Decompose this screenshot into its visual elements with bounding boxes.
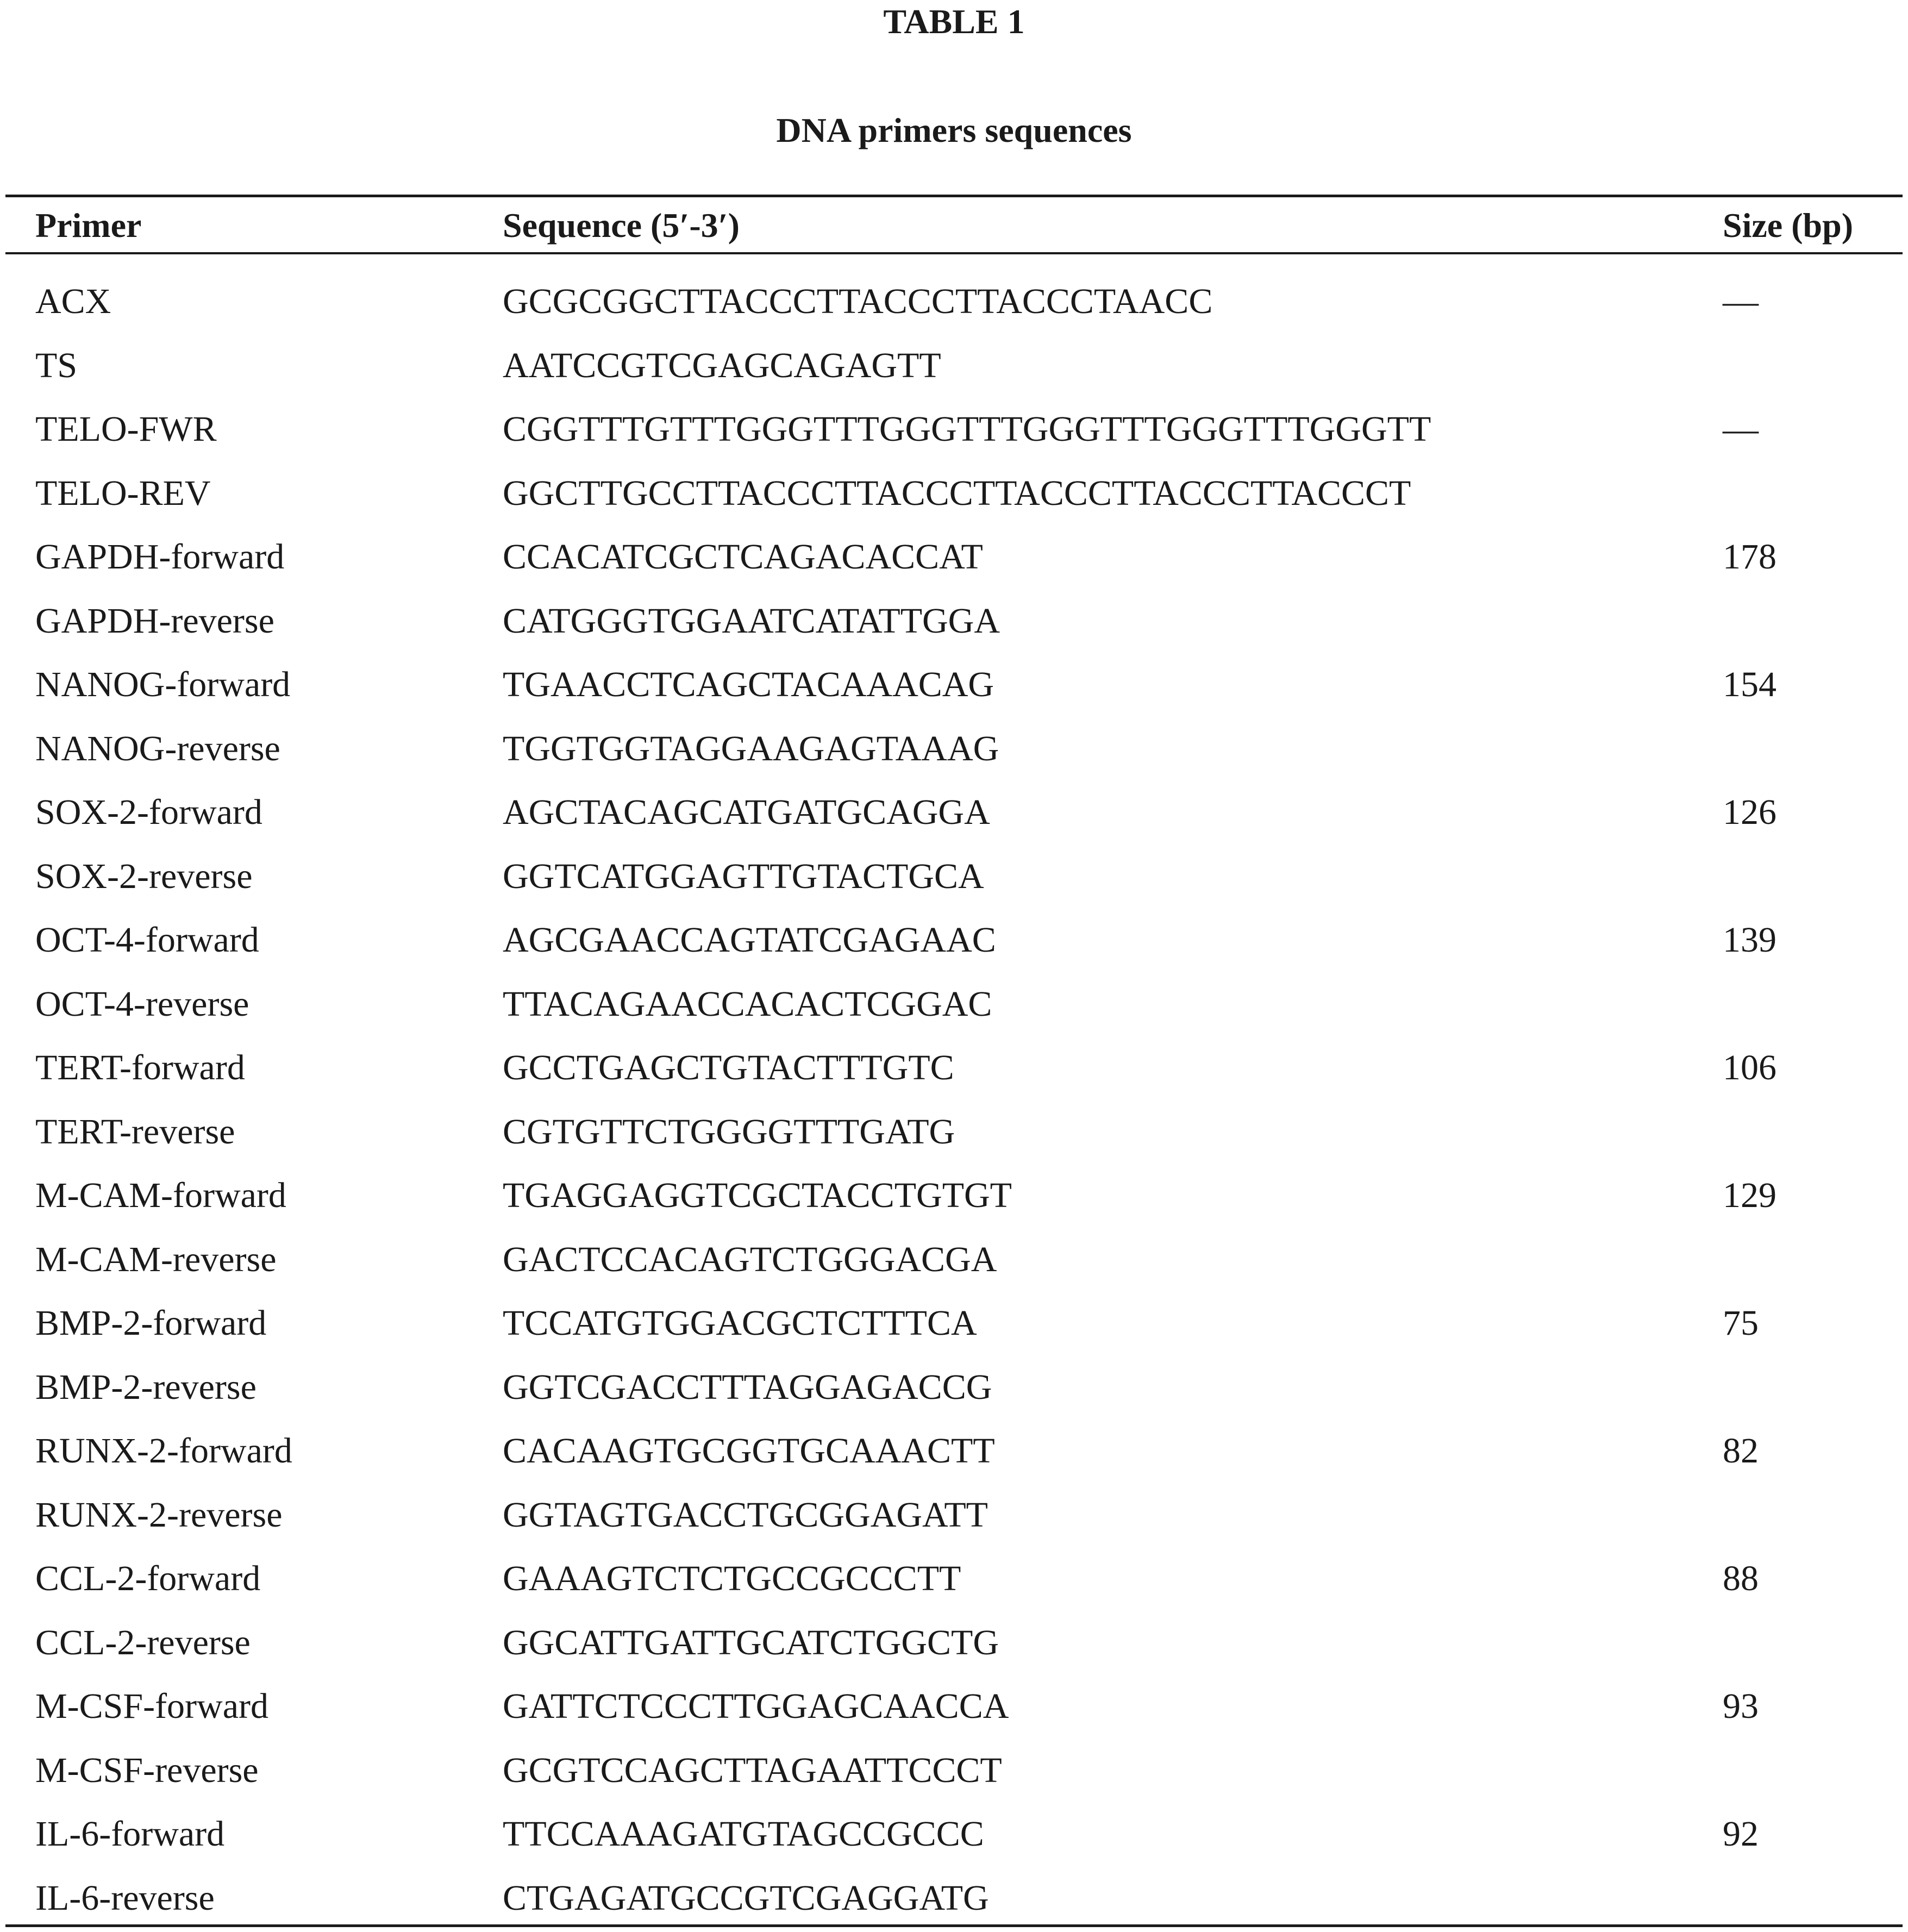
table-row <box>0 1164 1908 1228</box>
header-rule <box>5 252 1903 254</box>
sequence-cell: TTACAGAACCACACTCGGAC <box>503 984 992 1024</box>
sequence-cell: GGCATTGATTGCATCTGGCTG <box>503 1622 999 1662</box>
table-number: TABLE 1 <box>883 2 1025 41</box>
primer-cell: SOX-2-reverse <box>35 856 253 896</box>
sequence-cell: AGCTACAGCATGATGCAGGA <box>503 792 990 832</box>
primer-cell: IL-6-forward <box>35 1814 225 1854</box>
primer-cell: ACX <box>35 282 111 321</box>
size-cell: 88 <box>1723 1559 1759 1598</box>
primer-cell: CCL-2-reverse <box>35 1622 251 1662</box>
primer-cell: TELO-FWR <box>35 409 217 449</box>
table-row <box>0 1802 1908 1866</box>
primer-cell: CCL-2-forward <box>35 1559 261 1598</box>
sequence-cell: GCCTGAGCTGTACTTTGTC <box>503 1048 954 1087</box>
table-row <box>0 972 1908 1036</box>
size-cell: — <box>1723 409 1759 449</box>
sequence-cell: GCGTCCAGCTTAGAATTCCCT <box>503 1750 1002 1790</box>
table-row <box>0 1036 1908 1100</box>
sequence-cell: TGAGGAGGTCGCTACCTGTGT <box>503 1176 1012 1215</box>
header-size: Size (bp) <box>1723 206 1853 245</box>
table-row <box>0 525 1908 589</box>
table-row <box>0 1419 1908 1483</box>
table-row <box>0 1355 1908 1420</box>
table-row <box>0 1739 1908 1803</box>
sequence-cell: CCACATCGCTCAGACACCAT <box>503 537 983 577</box>
table-header <box>0 201 1908 250</box>
size-cell: 75 <box>1723 1303 1759 1343</box>
sequence-cell: CGGTTTGTTTGGGTTTGGGTTTGGGTTTGGGTTTGGGTT <box>503 409 1431 449</box>
table-row <box>0 780 1908 845</box>
sequence-cell: AGCGAACCAGTATCGAGAAC <box>503 920 996 960</box>
table-row <box>0 1228 1908 1292</box>
top-rule <box>5 195 1903 197</box>
primer-cell: GAPDH-forward <box>35 537 285 577</box>
table-row <box>0 1100 1908 1164</box>
size-cell: 154 <box>1723 665 1776 704</box>
sequence-cell: GAAAGTCTCTGCCGCCCTT <box>503 1559 961 1598</box>
sequence-cell: GGTCGACCTTTAGGAGACCG <box>503 1367 992 1407</box>
bottom-rule <box>5 1924 1903 1927</box>
primer-cell: M-CSF-reverse <box>35 1750 259 1790</box>
header-primer: Primer <box>35 206 142 245</box>
primer-cell: BMP-2-forward <box>35 1303 267 1343</box>
primer-cell: M-CAM-forward <box>35 1176 286 1215</box>
primer-cell: RUNX-2-forward <box>35 1431 292 1471</box>
sequence-cell: GCGCGGCTTACCCTTACCCTTACCCTAACC <box>503 282 1213 321</box>
table-row <box>0 1483 1908 1547</box>
size-cell: 178 <box>1723 537 1776 577</box>
size-cell: 82 <box>1723 1431 1759 1471</box>
sequence-cell: CACAAGTGCGGTGCAAACTT <box>503 1431 995 1471</box>
size-cell: 139 <box>1723 920 1776 960</box>
sequence-cell: CTGAGATGCCGTCGAGGATG <box>503 1878 989 1918</box>
table-row <box>0 717 1908 781</box>
primer-cell: TERT-reverse <box>35 1111 235 1152</box>
header-sequence: Sequence (5′-3′) <box>503 206 740 245</box>
primer-cell: TERT-forward <box>35 1048 245 1087</box>
table-row <box>0 845 1908 909</box>
primer-cell: TELO-REV <box>35 473 211 513</box>
primer-cell: OCT-4-forward <box>35 920 259 960</box>
primer-cell: OCT-4-reverse <box>35 984 249 1024</box>
table-row <box>0 653 1908 717</box>
sequence-cell: TGAACCTCAGCTACAAACAG <box>503 665 994 704</box>
table-row <box>0 397 1908 461</box>
sequence-cell: TTCCAAAGATGTAGCCGCCC <box>503 1814 984 1854</box>
sequence-cell: GGTAGTGACCTGCGGAGATT <box>503 1495 988 1535</box>
table-caption: DNA primers sequences <box>776 111 1132 149</box>
primer-cell: GAPDH-reverse <box>35 601 274 641</box>
table-row <box>0 1866 1908 1930</box>
table-row <box>0 1291 1908 1355</box>
sequence-cell: AATCCGTCGAGCAGAGTT <box>503 345 941 385</box>
primer-cell: NANOG-reverse <box>35 728 280 768</box>
table-row <box>0 1674 1908 1739</box>
table-row <box>0 908 1908 972</box>
sequence-cell: GACTCCACAGTCTGGGACGA <box>503 1239 997 1279</box>
size-cell: 106 <box>1723 1048 1776 1087</box>
sequence-cell: GGCTTGCCTTACCCTTACCCTTACCCTTACCCTTACCCT <box>503 473 1411 513</box>
sequence-cell: CATGGGTGGAATCATATTGGA <box>503 601 1000 641</box>
sequence-cell: GATTCTCCCTTGGAGCAACCA <box>503 1686 1009 1726</box>
table-row <box>0 1547 1908 1611</box>
table-row <box>0 334 1908 398</box>
primer-cell: IL-6-reverse <box>35 1878 215 1918</box>
table-row <box>0 461 1908 526</box>
table-row <box>0 270 1908 334</box>
primer-cell: RUNX-2-reverse <box>35 1495 283 1535</box>
table-body <box>0 270 1908 1930</box>
sequence-cell: CGTGTTCTGGGGTTTGATG <box>503 1111 955 1152</box>
table-row <box>0 589 1908 653</box>
table-row <box>0 1611 1908 1675</box>
primer-cell: TS <box>35 345 78 385</box>
sequence-cell: GGTCATGGAGTTGTACTGCA <box>503 856 984 896</box>
primer-cell: M-CAM-reverse <box>35 1239 277 1279</box>
sequence-cell: TCCATGTGGACGCTCTTTCA <box>503 1303 977 1343</box>
primer-cell: NANOG-forward <box>35 665 291 704</box>
size-cell: 92 <box>1723 1814 1759 1854</box>
size-cell: — <box>1723 282 1759 321</box>
primer-cell: SOX-2-forward <box>35 792 262 832</box>
sequence-cell: TGGTGGTAGGAAGAGTAAAG <box>503 728 999 768</box>
size-cell: 129 <box>1723 1176 1776 1215</box>
size-cell: 126 <box>1723 792 1776 832</box>
size-cell: 93 <box>1723 1686 1759 1726</box>
primer-cell: BMP-2-reverse <box>35 1367 257 1407</box>
primer-cell: M-CSF-forward <box>35 1686 268 1726</box>
